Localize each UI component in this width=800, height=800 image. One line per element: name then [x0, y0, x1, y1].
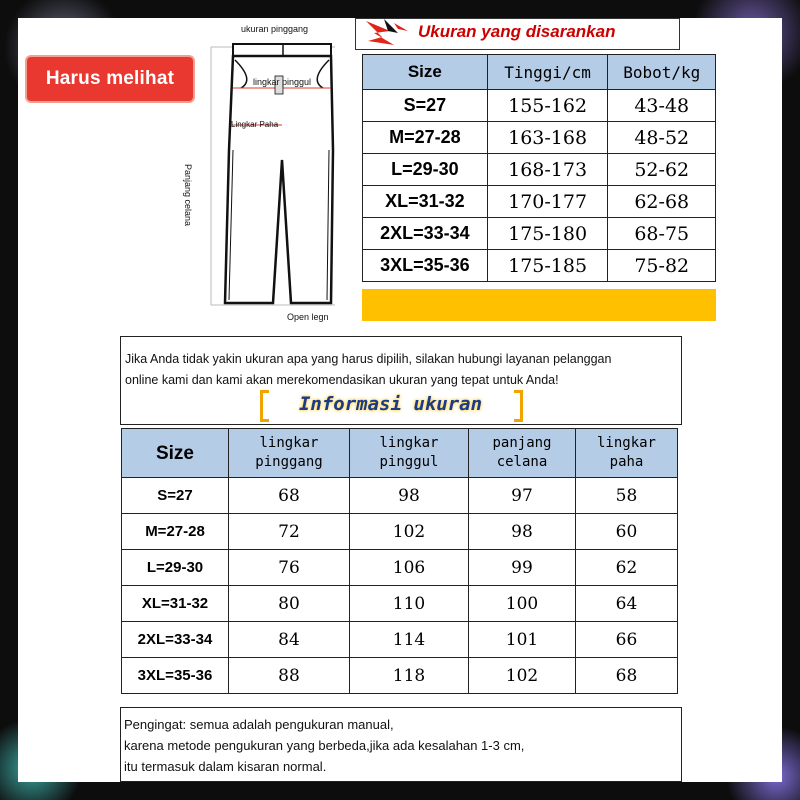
cell-size: XL=31-32 — [122, 586, 229, 622]
cell-size: M=27-28 — [363, 122, 488, 154]
cell-waist: 88 — [229, 658, 350, 694]
table-row — [122, 514, 678, 550]
table-header-row — [122, 429, 678, 478]
note-line-1: Jika Anda tidak yakin ukuran apa yang harus dipilih, silakan hubungi layanan pelanggan — [125, 352, 612, 366]
size-info-table — [121, 428, 678, 694]
cell-size: L=29-30 — [122, 550, 229, 586]
cell-height: 163-168 — [487, 122, 608, 154]
cell-waist: 80 — [229, 586, 350, 622]
cell-hip: 106 — [350, 550, 469, 586]
cell-hip: 98 — [350, 478, 469, 514]
table-header-row — [363, 55, 716, 90]
col-label-line1: lingkar — [596, 435, 656, 451]
col-hip — [350, 429, 469, 478]
col-label-line1: lingkar — [259, 435, 319, 451]
table-row — [363, 218, 716, 250]
cell-thigh: 66 — [576, 622, 678, 658]
reminder-line-3: itu termasuk dalam kisaran normal. — [124, 759, 327, 774]
cell-size: 2XL=33-34 — [363, 218, 488, 250]
cell-weight: 43-48 — [608, 90, 716, 122]
cell-thigh: 60 — [576, 514, 678, 550]
hip-label: lingkar pinggul — [253, 77, 312, 87]
cell-size: 3XL=35-36 — [363, 250, 488, 282]
col-label-line1: lingkar — [379, 435, 439, 451]
cell-waist: 72 — [229, 514, 350, 550]
waist-label: ukuran pinggang — [241, 24, 309, 34]
table-row — [122, 586, 678, 622]
cell-hip: 110 — [350, 586, 469, 622]
cell-thigh: 62 — [576, 550, 678, 586]
cell-weight: 52-62 — [608, 154, 716, 186]
cell-waist: 76 — [229, 550, 350, 586]
cell-size: 3XL=35-36 — [122, 658, 229, 694]
cell-weight: 75-82 — [608, 250, 716, 282]
cell-hip: 118 — [350, 658, 469, 694]
cell-thigh: 68 — [576, 658, 678, 694]
cell-size: 2XL=33-34 — [122, 622, 229, 658]
col-label-line2: pinggul — [379, 454, 439, 470]
cell-length: 102 — [469, 658, 576, 694]
thigh-label: Lingkar Paha — [231, 120, 279, 129]
cell-length: 98 — [469, 514, 576, 550]
cell-weight: 62-68 — [608, 186, 716, 218]
cell-height: 175-180 — [487, 218, 608, 250]
cell-height: 175-185 — [487, 250, 608, 282]
table-row — [122, 622, 678, 658]
col-label-line1: panjang — [492, 435, 552, 451]
suggested-size-header — [355, 18, 680, 50]
cell-height: 155-162 — [487, 90, 608, 122]
suggested-size-title: Ukuran yang disarankan — [418, 22, 616, 41]
cell-height: 170-177 — [487, 186, 608, 218]
col-length — [469, 429, 576, 478]
cell-length: 100 — [469, 586, 576, 622]
col-waist — [229, 429, 350, 478]
col-size: Size — [363, 55, 488, 90]
pants-diagram — [183, 20, 345, 325]
cell-height: 168-173 — [487, 154, 608, 186]
cell-hip: 114 — [350, 622, 469, 658]
pants-illustration-icon — [195, 20, 345, 325]
table-row — [363, 90, 716, 122]
reminder-line-1: Pengingat: semua adalah pengukuran manual, — [124, 717, 394, 732]
col-label-line2: pinggang — [255, 454, 323, 470]
attention-burst-icon — [364, 17, 412, 49]
cell-weight: 68-75 — [608, 218, 716, 250]
length-label: Panjang celana — [183, 163, 194, 227]
col-size-label: Size — [155, 442, 195, 464]
reminder-line-2: karena metode pengukuran yang berbeda,jika ada kesalahan 1-3 cm, — [124, 738, 525, 753]
cell-waist: 84 — [229, 622, 350, 658]
table-row — [363, 250, 716, 282]
cell-waist: 68 — [229, 478, 350, 514]
table-row — [122, 550, 678, 586]
cell-length: 97 — [469, 478, 576, 514]
cell-size: S=27 — [122, 478, 229, 514]
accent-bar — [362, 289, 716, 321]
cell-size: S=27 — [363, 90, 488, 122]
cell-hip: 102 — [350, 514, 469, 550]
cell-size: L=29-30 — [363, 154, 488, 186]
leg-opening-label: Open legn — [287, 312, 329, 322]
cell-length: 99 — [469, 550, 576, 586]
cell-thigh: 58 — [576, 478, 678, 514]
col-thigh — [576, 429, 678, 478]
table-row — [363, 186, 716, 218]
table-row — [363, 122, 716, 154]
cell-weight: 48-52 — [608, 122, 716, 154]
cell-size: M=27-28 — [122, 514, 229, 550]
note-line-2: online kami dan kami akan merekomendasikan ukuran yang tepat untuk Anda! — [125, 373, 559, 387]
table-row — [363, 154, 716, 186]
cell-thigh: 64 — [576, 586, 678, 622]
cell-length: 101 — [469, 622, 576, 658]
col-size — [122, 429, 229, 478]
col-label-line2: paha — [609, 454, 644, 470]
col-weight: Bobot/kg — [608, 55, 716, 90]
col-height: Tinggi/cm — [487, 55, 608, 90]
must-see-label: Harus melihat — [45, 68, 175, 89]
cell-size: XL=31-32 — [363, 186, 488, 218]
suggested-size-table — [362, 54, 716, 282]
must-see-badge — [27, 57, 193, 101]
table-row — [122, 658, 678, 694]
size-info-title-text: Informasi ukuran — [298, 393, 483, 415]
table-row — [122, 478, 678, 514]
size-info-title — [258, 386, 523, 422]
col-label-line2: celana — [496, 454, 548, 470]
measurement-reminder — [120, 707, 682, 782]
